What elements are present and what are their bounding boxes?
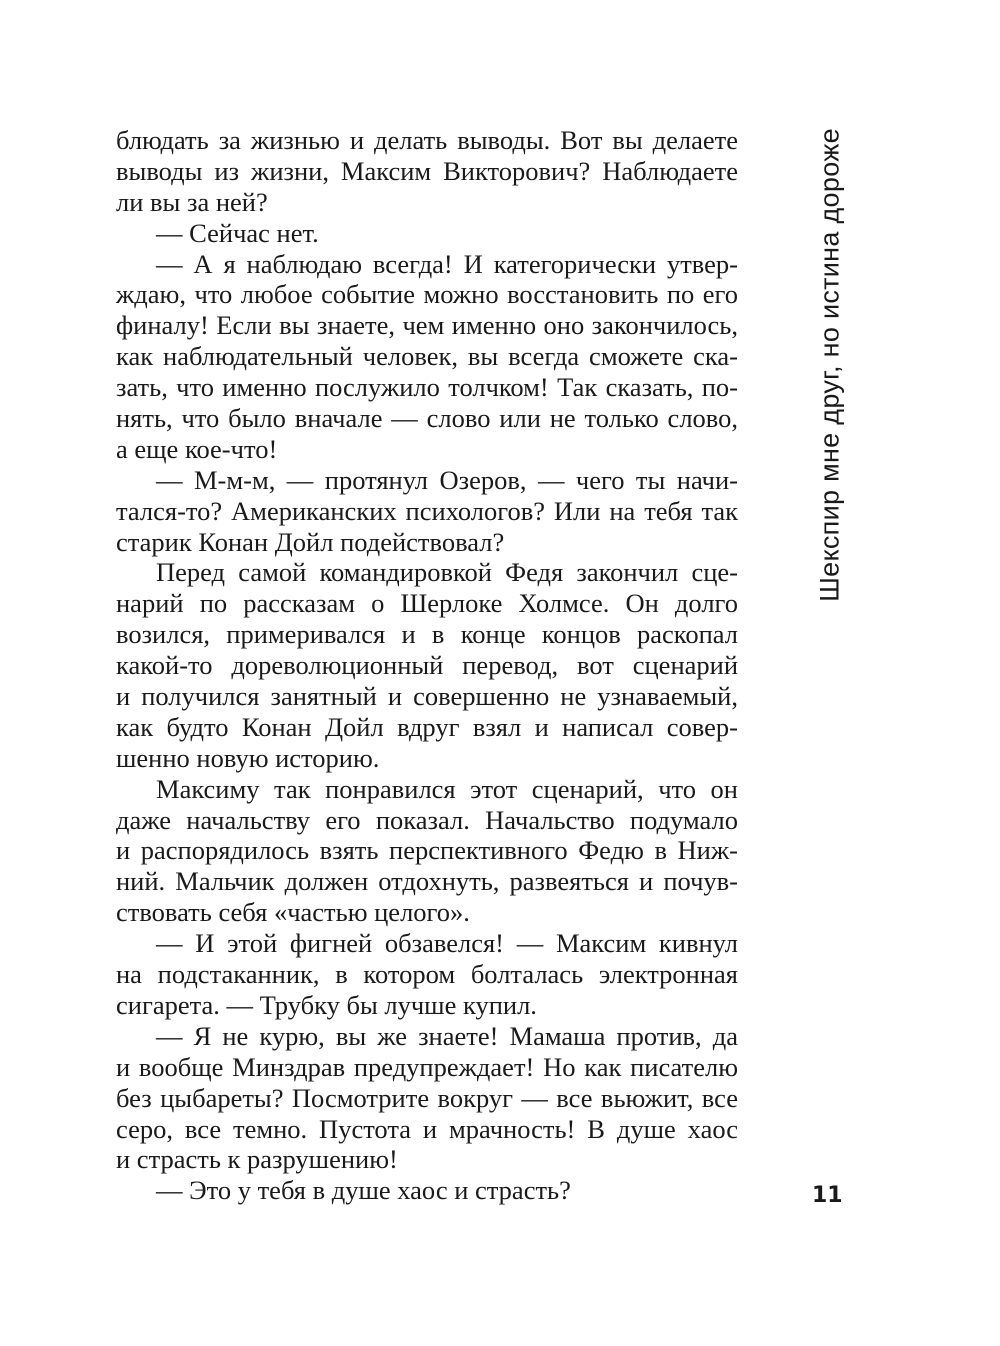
text-line: — А я наблюдаю всегда! И категорически утвер- <box>156 248 738 279</box>
text-line: без цыбареты? Посмотрите вокруг — все вьюжит, все <box>116 1082 738 1113</box>
text-line: какой-то дореволюционный перевод, вот сценарий <box>116 650 738 681</box>
text-line: и распорядилось взять перспективного Федю в Ниж- <box>116 835 738 866</box>
page-number: 11 <box>812 1183 843 1208</box>
text-line: — Это у тебя в душе хаос и страсть? <box>156 1175 571 1206</box>
text-line: как будто Конан Дойл вдруг взял и написал совер- <box>116 711 738 742</box>
text-line: Максиму так понравился этот сценарий, что он <box>156 773 738 804</box>
text-line: даже начальству его показал. Начальство подумало <box>116 804 738 835</box>
text-line: старик Конан Дойл подействовал? <box>116 526 505 557</box>
text-line: тался-то? Американских психологов? Или на тебя так <box>116 495 738 526</box>
text-line: нять, что было вначале — слово или не только слово, <box>116 403 738 434</box>
text-line: серо, все темно. Пустота и мрачность! В душе хаос <box>116 1113 738 1144</box>
text-line: — Я не курю, вы же знаете! Мамаша против, да <box>156 1020 738 1051</box>
text-line: выводы из жизни, Максим Викторович? Наблюдаете <box>116 155 738 186</box>
running-head-text: Шекспир мне друг, но истина дороже <box>814 128 845 602</box>
text-line: ждаю, что любое событие можно восстановить по его <box>116 279 738 310</box>
text-line: возился, примеривался и в конце концов раскопал <box>116 619 738 650</box>
text-line: нарий по рассказам о Шерлоке Холмсе. Он долго <box>116 588 738 619</box>
text-line: финалу! Если вы знаете, чем именно оно закончилось, <box>116 310 738 341</box>
text-line: шенно новую историю. <box>116 742 380 773</box>
text-line: Перед самой командировкой Федя закончил сце- <box>156 557 738 588</box>
text-line: — И этой фигней обзавелся! — Максим кивнул <box>156 928 738 959</box>
text-line: блюдать за жизнью и делать выводы. Вот вы делаете <box>116 125 738 155</box>
text-line: сигарета. — Трубку бы лучше купил. <box>116 989 537 1020</box>
text-line: а еще кое-что! <box>116 433 278 464</box>
text-line: и получился занятный и совершенно не узнаваемый, <box>116 681 738 712</box>
body-text <box>116 125 738 1206</box>
text-line: ли вы за ней? <box>116 186 268 217</box>
text-line: как наблюдательный человек, вы всегда сможете ска- <box>116 341 738 372</box>
text-line: — М-м-м, — протянул Озеров, — чего ты начи- <box>156 464 738 495</box>
text-line: — Сейчас нет. <box>156 217 319 248</box>
text-line: зать, что именно послужило толчком! Так сказать, по- <box>116 372 738 403</box>
text-line: на подстаканник, в котором болталась электронная <box>116 959 738 990</box>
text-line: ствовать себя «частью целого». <box>116 897 470 928</box>
text-line: и вообще Минздрав предупреждает! Но как писателю <box>116 1051 738 1082</box>
text-line: и страсть к разрушению! <box>116 1144 398 1175</box>
text-line: ний. Мальчик должен отдохнуть, развеяться и почув- <box>116 866 738 897</box>
